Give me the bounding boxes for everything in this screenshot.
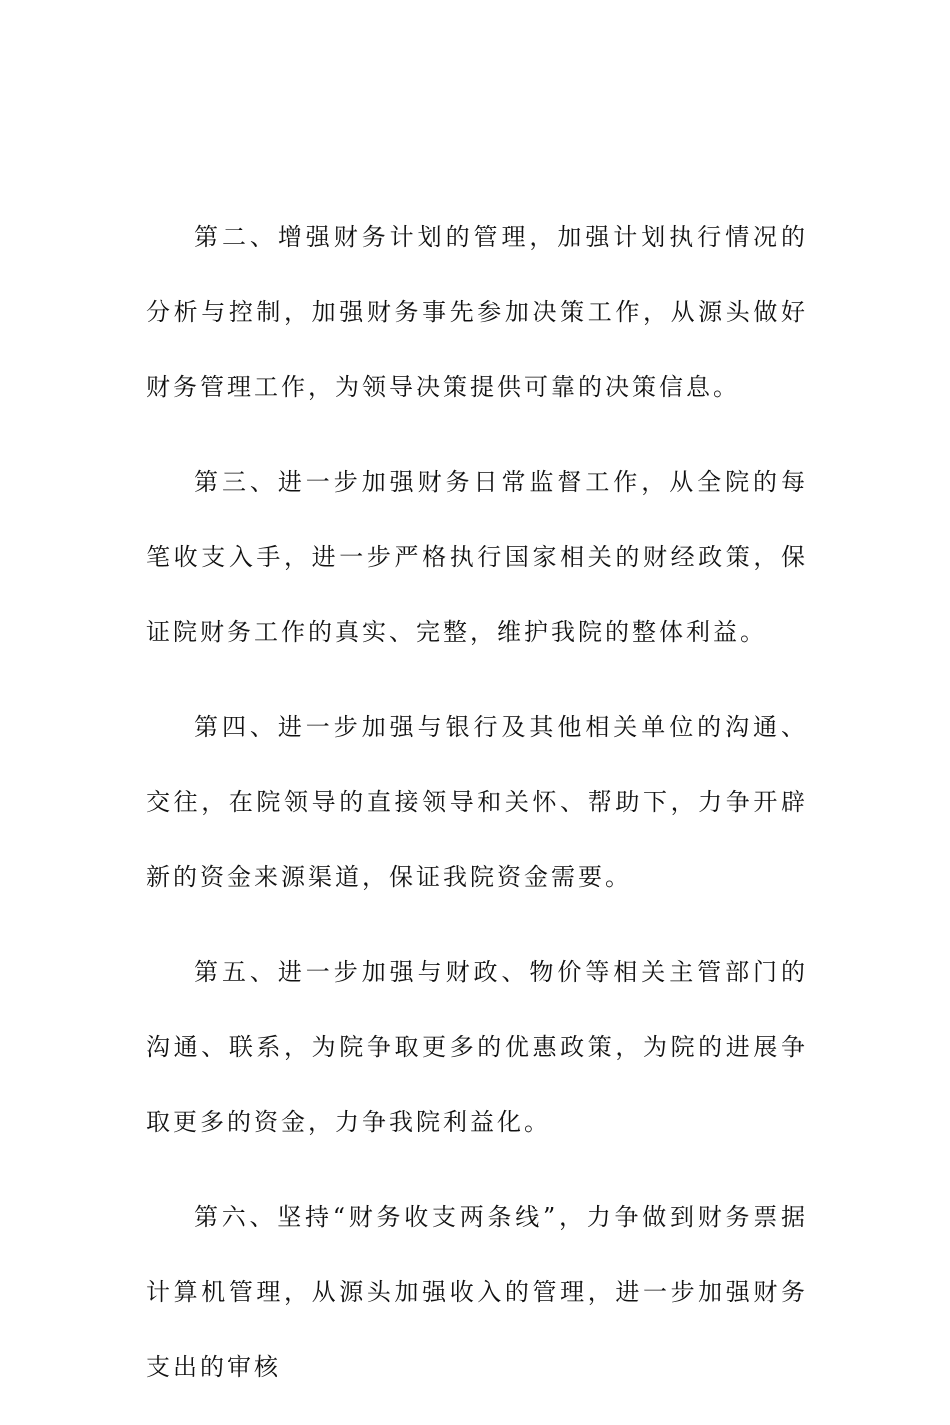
paragraph-4: 第四、进一步加强与银行及其他相关单位的沟通、交往，在院领导的直接领导和关怀、帮助下，力争开辟新的资金来源渠道，保证我院资金需要。 [146,713,808,891]
paragraph-5: 第五、进一步加强与财政、物价等相关主管部门的沟通、联系，为院争取更多的优惠政策，为院的进展争取更多的资金，力争我院利益化。 [146,958,808,1136]
paragraph-6: 第六、坚持“财务收支两条线”，力争做到财务票据计算机管理，从源头加强收入的管理，进一步加强财务支出的审核 [146,1203,808,1381]
document-body [146,200,808,1425]
paragraph-3: 第三、进一步加强财务日常监督工作，从全院的每笔收支入手，进一步严格执行国家相关的财经政策，保证院财务工作的真实、完整，维护我院的整体利益。 [146,468,808,646]
paragraph-2: 第二、增强财务计划的管理，加强计划执行情况的分析与控制，加强财务事先参加决策工作，从源头做好财务管理工作，为领导决策提供可靠的决策信息。 [146,223,808,401]
